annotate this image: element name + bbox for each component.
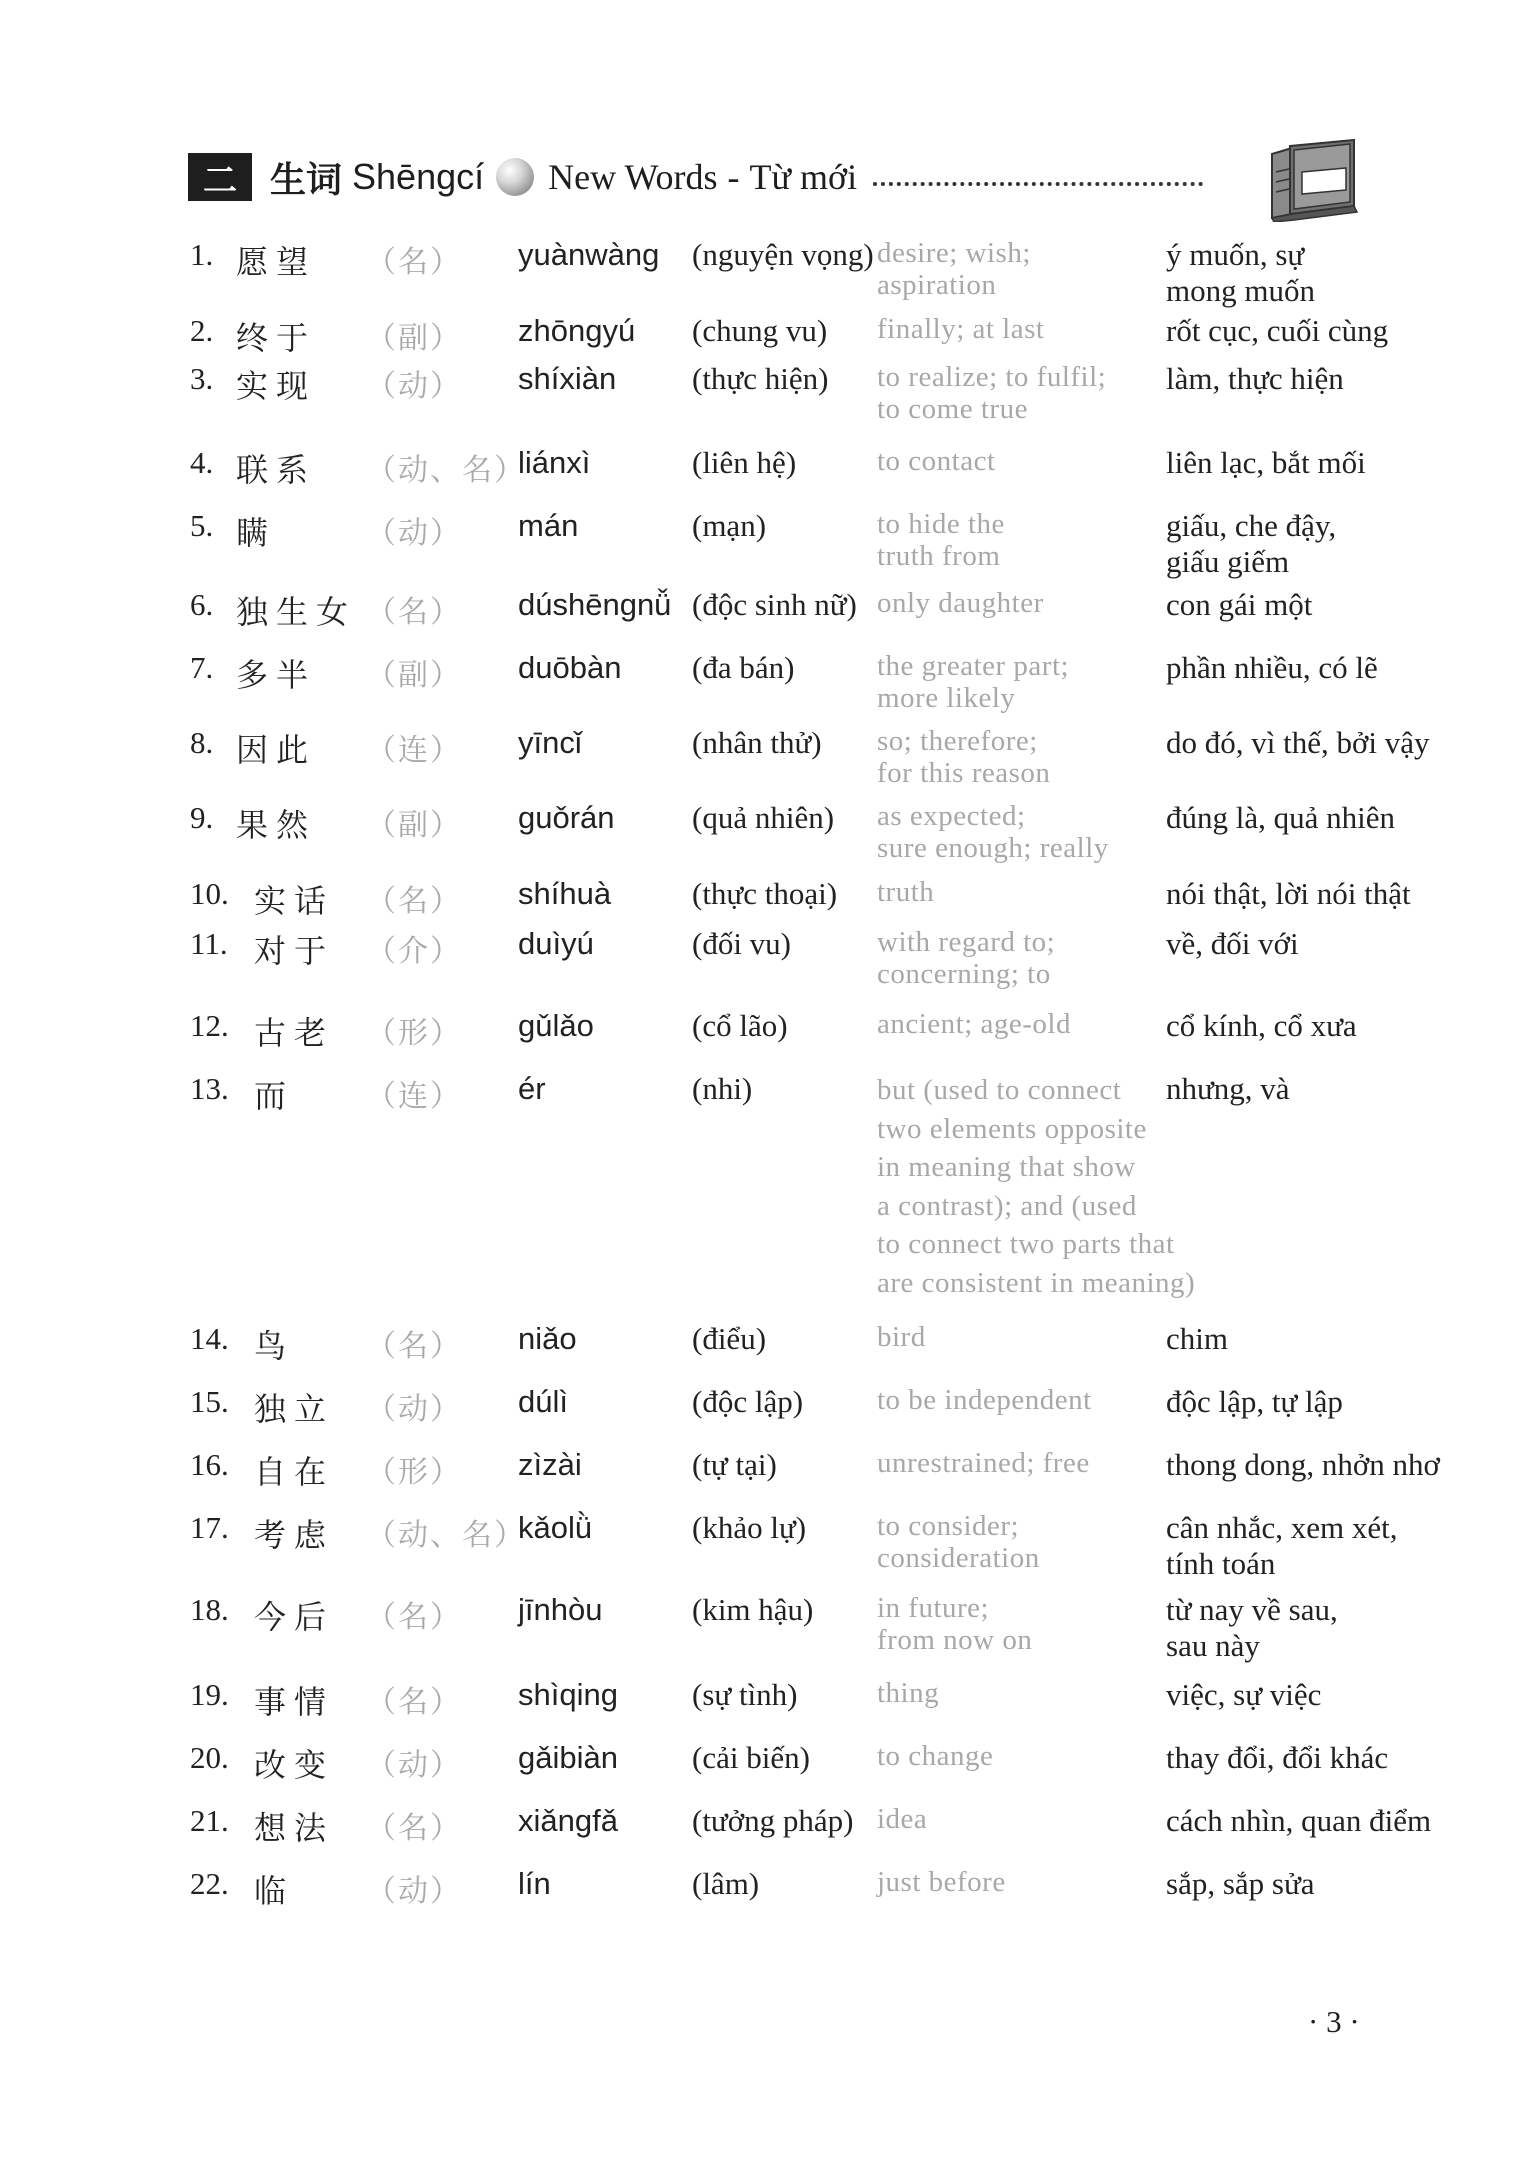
entry-pinyin: niǎo — [518, 1321, 577, 1356]
entry-sino-vietnamese: (nhi) — [692, 1071, 753, 1106]
entry-vietnamese: nói thật, lời nói thật — [1166, 876, 1411, 911]
entry-sino-vietnamese: (lâm) — [692, 1866, 760, 1901]
entry-part-of-speech: （名） — [366, 1811, 462, 1846]
entry-pinyin: shìqing — [518, 1677, 618, 1712]
entry-english: to contact — [877, 445, 996, 477]
entry-pinyin: yuànwàng — [518, 237, 660, 272]
entry-hanzi: 终于 — [236, 319, 317, 357]
section-title-english: New Words — [548, 157, 718, 197]
entry-english: thing — [877, 1677, 940, 1709]
entry-hanzi: 独立 — [254, 1390, 335, 1428]
entry-vietnamese: cổ kính, cổ xưa — [1166, 1008, 1357, 1043]
entry-sino-vietnamese: (chung vu) — [692, 313, 828, 348]
entry-pinyin: guǒrán — [518, 800, 615, 835]
entry-part-of-speech: （名） — [366, 884, 462, 919]
entry-pinyin: zìzài — [518, 1447, 582, 1482]
entry-vietnamese: giấu, che đậy, giấu giếm — [1166, 508, 1337, 579]
entry-sino-vietnamese: (đối vu) — [692, 926, 792, 961]
entry-number: 4. — [190, 445, 214, 480]
section-number-box: 二 — [188, 153, 252, 201]
entry-vietnamese: nhưng, và — [1166, 1071, 1290, 1106]
entry-english: to consider; consideration — [877, 1510, 1040, 1574]
entry-part-of-speech: （名） — [366, 245, 462, 280]
entry-hanzi: 瞒 — [236, 514, 277, 552]
entry-part-of-speech: （介） — [366, 934, 462, 969]
entry-hanzi: 因此 — [236, 731, 317, 769]
entry-vietnamese: về, đối với — [1166, 926, 1299, 961]
entry-english: desire; wish; aspiration — [877, 237, 1031, 301]
entry-vietnamese: sắp, sắp sửa — [1166, 1866, 1315, 1901]
entry-hanzi: 改变 — [254, 1746, 335, 1784]
entry-english: but (used to connect two elements opposite in meaning that show a contrast); and (used to connect two parts that are consistent in meaning) — [877, 1074, 1196, 1299]
entry-number: 22. — [190, 1866, 229, 1901]
entry-hanzi: 而 — [254, 1077, 295, 1115]
entry-pinyin: shíhuà — [518, 876, 612, 911]
entry-sino-vietnamese: (cổ lão) — [692, 1008, 788, 1043]
entry-hanzi: 古老 — [254, 1014, 335, 1052]
entry-hanzi: 鸟 — [254, 1327, 295, 1365]
title-separator: - — [727, 157, 740, 197]
entry-vietnamese: liên lạc, bắt mối — [1166, 445, 1366, 480]
entry-number: 21. — [190, 1803, 229, 1838]
entry-vietnamese: thong dong, nhởn nhơ — [1166, 1447, 1440, 1482]
entry-pinyin: liánxì — [518, 445, 591, 480]
entry-number: 11. — [190, 926, 228, 961]
entry-number: 3. — [190, 361, 214, 396]
entry-vietnamese: rốt cục, cuối cùng — [1166, 313, 1389, 348]
entry-number: 18. — [190, 1592, 229, 1627]
entry-vietnamese: làm, thực hiện — [1166, 361, 1344, 396]
entry-part-of-speech: （连） — [366, 733, 462, 768]
entry-english: the greater part; more likely — [877, 650, 1070, 714]
entry-vietnamese: do đó, vì thế, bởi vậy — [1166, 725, 1430, 760]
entry-hanzi: 多半 — [236, 656, 317, 694]
entry-part-of-speech: （名） — [366, 1685, 462, 1720]
entry-part-of-speech: （连） — [366, 1079, 462, 1114]
entry-part-of-speech: （动） — [366, 369, 462, 404]
entry-sino-vietnamese: (khảo lự) — [692, 1510, 807, 1545]
entry-sino-vietnamese: (độc sinh nữ) — [692, 587, 857, 622]
entry-english: only daughter — [877, 587, 1044, 619]
entry-sino-vietnamese: (thực thoại) — [692, 876, 838, 911]
entry-pinyin: ér — [518, 1071, 546, 1106]
entry-number: 7. — [190, 650, 214, 685]
entry-sino-vietnamese: (quả nhiên) — [692, 800, 835, 835]
section-title-pinyin: Shēngcí — [352, 156, 485, 197]
entry-hanzi: 自在 — [254, 1453, 335, 1491]
section-header — [188, 152, 1203, 202]
entry-pinyin: jīnhòu — [518, 1592, 603, 1627]
entry-part-of-speech: （动、名） — [366, 453, 526, 488]
entry-hanzi: 实话 — [254, 882, 335, 920]
entry-english: bird — [877, 1321, 926, 1353]
entry-hanzi: 独生女 — [236, 593, 357, 631]
entry-number: 10. — [190, 876, 229, 911]
entry-pinyin: xiǎngfǎ — [518, 1803, 618, 1838]
entry-pinyin: yīncǐ — [518, 725, 582, 760]
entry-pinyin: kǎolǜ — [518, 1510, 593, 1545]
entry-part-of-speech: （副） — [366, 321, 462, 356]
entry-english: to hide the truth from — [877, 508, 1005, 572]
entry-number: 8. — [190, 725, 214, 760]
entry-english: truth — [877, 876, 935, 908]
entry-english: to be independent — [877, 1384, 1092, 1416]
entry-hanzi: 果然 — [236, 806, 317, 844]
entry-vietnamese: phần nhiều, có lẽ — [1166, 650, 1378, 685]
entry-number: 19. — [190, 1677, 229, 1712]
entry-pinyin: gǎibiàn — [518, 1740, 618, 1775]
entry-part-of-speech: （形） — [366, 1455, 462, 1490]
entry-vietnamese: cân nhắc, xem xét, tính toán — [1166, 1510, 1398, 1581]
entry-number: 6. — [190, 587, 214, 622]
entry-sino-vietnamese: (độc lập) — [692, 1384, 804, 1419]
entry-part-of-speech: （副） — [366, 658, 462, 693]
entry-vietnamese: việc, sự việc — [1166, 1677, 1322, 1712]
entry-sino-vietnamese: (nhân thử) — [692, 725, 822, 760]
entry-part-of-speech: （名） — [366, 1600, 462, 1635]
entry-hanzi: 对于 — [254, 932, 335, 970]
entry-number: 20. — [190, 1740, 229, 1775]
entry-english: idea — [877, 1803, 928, 1835]
entry-sino-vietnamese: (kim hậu) — [692, 1592, 814, 1627]
entry-number: 14. — [190, 1321, 229, 1356]
book-icon — [1262, 132, 1362, 222]
entry-vietnamese: đúng là, quả nhiên — [1166, 800, 1396, 835]
entry-sino-vietnamese: (sự tình) — [692, 1677, 798, 1712]
entry-number: 12. — [190, 1008, 229, 1043]
entry-pinyin: gǔlǎo — [518, 1008, 594, 1043]
entry-part-of-speech: （动、名） — [366, 1518, 526, 1553]
entry-english: finally; at last — [877, 313, 1045, 345]
entry-english: just before — [877, 1866, 1006, 1898]
entry-hanzi: 事情 — [254, 1683, 335, 1721]
entry-sino-vietnamese: (thực hiện) — [692, 361, 829, 396]
entry-sino-vietnamese: (điểu) — [692, 1321, 767, 1356]
entry-sino-vietnamese: (đa bán) — [692, 650, 795, 685]
entry-hanzi: 临 — [254, 1872, 295, 1910]
entry-pinyin: zhōngyú — [518, 313, 636, 348]
entry-sino-vietnamese: (mạn) — [692, 508, 767, 543]
entry-part-of-speech: （动） — [366, 1392, 462, 1427]
page-number: · 3 · — [1308, 2004, 1360, 2039]
entry-part-of-speech: （名） — [366, 595, 462, 630]
entry-vietnamese: thay đổi, đổi khác — [1166, 1740, 1389, 1775]
entry-pinyin: duìyú — [518, 926, 594, 961]
entry-vietnamese: con gái một — [1166, 587, 1313, 622]
entry-hanzi: 今后 — [254, 1598, 335, 1636]
entry-pinyin: shíxiàn — [518, 361, 617, 396]
entry-number: 1. — [190, 237, 214, 272]
entry-vietnamese: từ nay về sau, sau này — [1166, 1592, 1338, 1663]
entry-sino-vietnamese: (tự tại) — [692, 1447, 777, 1482]
entry-number: 2. — [190, 313, 214, 348]
entry-vietnamese: chim — [1166, 1321, 1228, 1356]
entry-hanzi: 考虑 — [254, 1516, 335, 1554]
sphere-bullet-icon — [496, 158, 534, 196]
entry-hanzi: 想法 — [254, 1809, 335, 1847]
entry-hanzi: 愿望 — [236, 243, 317, 281]
entry-hanzi: 联系 — [236, 451, 317, 489]
entry-pinyin: duōbàn — [518, 650, 622, 685]
entry-sino-vietnamese: (cải biến) — [692, 1740, 810, 1775]
entry-number: 9. — [190, 800, 214, 835]
entry-english: in future; from now on — [877, 1592, 1033, 1656]
entry-vietnamese: độc lập, tự lập — [1166, 1384, 1343, 1419]
entry-number: 16. — [190, 1447, 229, 1482]
entry-number: 5. — [190, 508, 214, 543]
entry-number: 17. — [190, 1510, 229, 1545]
entry-sino-vietnamese: (nguyện vọng) — [692, 237, 874, 272]
entry-pinyin: dúlì — [518, 1384, 568, 1419]
entry-english: as expected; sure enough; really — [877, 800, 1109, 864]
entry-part-of-speech: （动） — [366, 1874, 462, 1909]
entry-english: with regard to; concerning; to — [877, 926, 1056, 990]
entry-pinyin: lín — [518, 1866, 551, 1901]
entry-vietnamese: cách nhìn, quan điểm — [1166, 1803, 1432, 1838]
entry-part-of-speech: （动） — [366, 1748, 462, 1783]
entry-english: to change — [877, 1740, 994, 1772]
entry-part-of-speech: （名） — [366, 1329, 462, 1364]
entry-english: to realize; to fulfil; to come true — [877, 361, 1107, 425]
entry-hanzi: 实现 — [236, 367, 317, 405]
section-title-vietnamese: Từ mới — [749, 157, 858, 197]
entry-sino-vietnamese: (liên hệ) — [692, 445, 797, 480]
entry-english: unrestrained; free — [877, 1447, 1090, 1479]
entry-vietnamese: ý muốn, sự mong muốn — [1166, 237, 1315, 308]
entry-number: 15. — [190, 1384, 229, 1419]
entry-part-of-speech: （动） — [366, 516, 462, 551]
entry-part-of-speech: （副） — [366, 808, 462, 843]
entry-number: 13. — [190, 1071, 229, 1106]
entry-pinyin: dúshēngnǚ — [518, 587, 672, 622]
entry-english: ancient; age-old — [877, 1008, 1071, 1040]
entry-sino-vietnamese: (tưởng pháp) — [692, 1803, 854, 1838]
dotted-leader — [873, 182, 1203, 186]
section-title-chinese: 生词 — [270, 159, 343, 201]
entry-part-of-speech: （形） — [366, 1016, 462, 1051]
entry-pinyin: mán — [518, 508, 579, 543]
entry-english: so; therefore; for this reason — [877, 725, 1051, 789]
